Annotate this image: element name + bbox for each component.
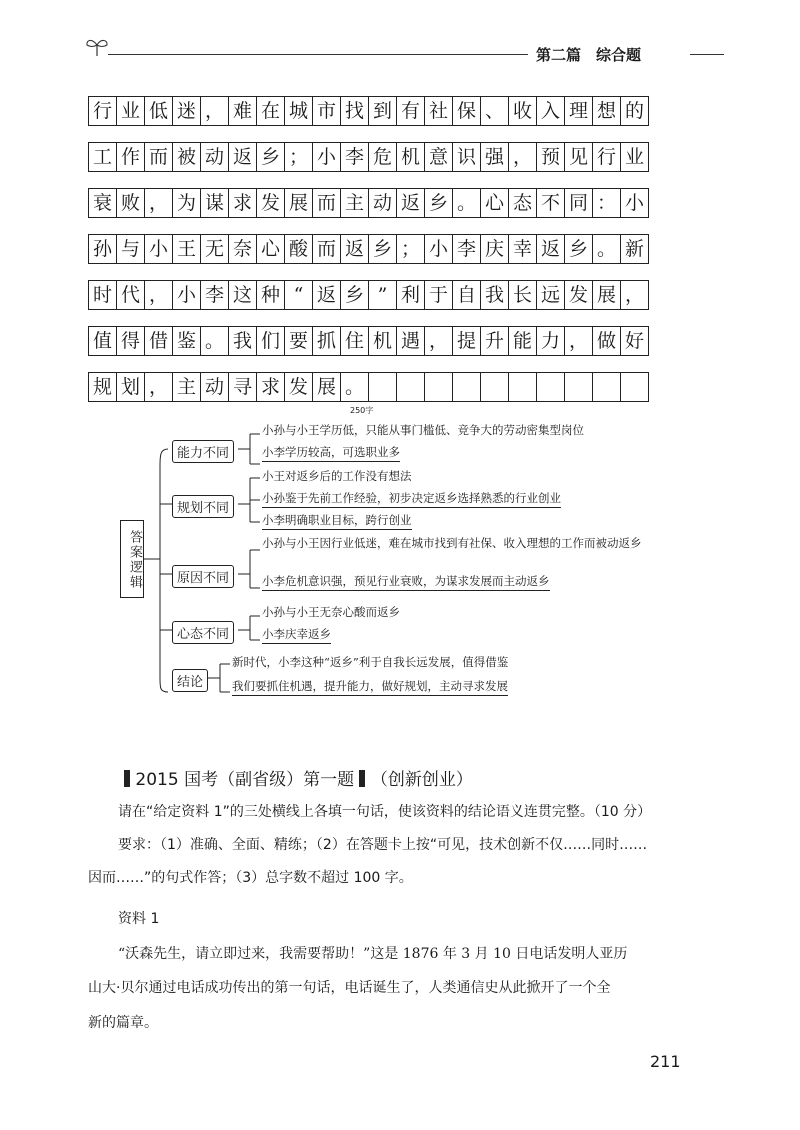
- grid-cell: 展: [593, 281, 621, 309]
- leaf-conclusion-2: 我们要抓住机遇，提升能力，做好规划，主动寻求发展: [232, 678, 508, 696]
- grid-cell: 乡: [257, 143, 285, 171]
- grid-cell: ，: [565, 327, 593, 355]
- grid-row: [88, 188, 649, 218]
- grid-cell: 自: [453, 281, 481, 309]
- answer-logic-mindmap: [110, 416, 670, 726]
- material-line-1: “沃森先生，请立即过来，我需要帮助！”这是 1876 年 3 月 10 日电话发明人亚历: [118, 946, 628, 962]
- grid-cell: [621, 373, 649, 401]
- leaf-planning-1: 小王对返乡后的工作没有想法: [262, 469, 412, 483]
- grid-cell: 机: [369, 327, 397, 355]
- grid-cell: 意: [425, 143, 453, 171]
- section-title-text: 2015 国考（副省级）第一题: [135, 770, 355, 790]
- grid-cell: 谋: [201, 189, 229, 217]
- grid-cell: 我: [481, 281, 509, 309]
- grid-cell: 李: [201, 281, 229, 309]
- grid-cell: ，: [509, 143, 537, 171]
- grid-cell: 做: [593, 327, 621, 355]
- grid-cell: ，: [145, 281, 173, 309]
- grid-cell: 李: [453, 235, 481, 263]
- leaf-conclusion-1: 新时代，小李这种“返乡”利于自我长远发展，值得借鉴: [232, 655, 509, 669]
- header-title: 第二篇 综合题: [536, 46, 642, 64]
- grid-cell: 收: [509, 97, 537, 125]
- grid-cell: 们: [257, 327, 285, 355]
- grid-cell: 我: [229, 327, 257, 355]
- grid-cell: 发: [257, 189, 285, 217]
- grid-cell: 提: [453, 327, 481, 355]
- branch-planning: 规划不同: [172, 495, 234, 518]
- grid-cell: 乡: [369, 235, 397, 263]
- branch-ability: 能力不同: [172, 440, 234, 463]
- grid-cell: 返: [397, 189, 425, 217]
- grid-cell: 小: [173, 281, 201, 309]
- grid-cell: 到: [369, 97, 397, 125]
- grid-row: [88, 372, 649, 402]
- grid-cell: 返: [341, 235, 369, 263]
- grid-cell: 社: [425, 97, 453, 125]
- grid-cell: 升: [481, 327, 509, 355]
- page-number: 211: [650, 1052, 681, 1071]
- grid-cell: 作: [117, 143, 145, 171]
- grid-cell: [537, 373, 565, 401]
- grid-row: [88, 234, 649, 264]
- section-title: [124, 765, 473, 790]
- grid-cell: 而: [313, 235, 341, 263]
- grid-cell: 好: [621, 327, 649, 355]
- grid-cell: 鉴: [173, 327, 201, 355]
- grid-cell: 市: [313, 97, 341, 125]
- grid-cell: 主: [173, 373, 201, 401]
- grid-cell: 乡: [425, 189, 453, 217]
- grid-cell: 幸: [509, 235, 537, 263]
- leaf-ability-2: 小李学历较高，可选职业多: [262, 444, 400, 462]
- branch-reason: 原因不同: [172, 565, 234, 588]
- grid-cell: 同: [565, 189, 593, 217]
- grid-cell: 返: [313, 281, 341, 309]
- grid-cell: 乡: [341, 281, 369, 309]
- grid-cell: 而: [313, 189, 341, 217]
- grid-cell: 动: [201, 373, 229, 401]
- grid-cell: 求: [229, 189, 257, 217]
- leaf-mindset-1: 小孙与小王无奈心酸而返乡: [262, 605, 400, 619]
- grid-cell: ；: [285, 143, 313, 171]
- grid-cell: 无: [201, 235, 229, 263]
- grid-cell: 保: [453, 97, 481, 125]
- header-rule-left: [108, 54, 528, 55]
- grid-cell: ；: [397, 235, 425, 263]
- grid-cell: 行: [89, 97, 117, 125]
- grid-cell: 返: [229, 143, 257, 171]
- grid-cell: 发: [565, 281, 593, 309]
- grid-cell: 得: [117, 327, 145, 355]
- mindmap-root: 答案逻辑: [120, 520, 144, 598]
- grid-cell: 遇: [397, 327, 425, 355]
- grid-cell: 小: [621, 189, 649, 217]
- grid-cell: ，: [145, 373, 173, 401]
- question-line-3: 因而……”的句式作答；（3）总字数不超过 100 字。: [88, 870, 413, 886]
- grid-cell: 被: [173, 143, 201, 171]
- grid-cell: 入: [537, 97, 565, 125]
- grid-cell: 与: [117, 235, 145, 263]
- grid-cell: [593, 373, 621, 401]
- grid-cell: 动: [201, 143, 229, 171]
- grid-cell: 乡: [565, 235, 593, 263]
- leaf-mindset-2: 小李庆幸返乡: [262, 626, 331, 644]
- grid-cell: 要: [285, 327, 313, 355]
- grid-cell: 危: [369, 143, 397, 171]
- grid-cell: 的: [621, 97, 649, 125]
- grid-cell: 找: [341, 97, 369, 125]
- leaf-icon: [84, 36, 110, 58]
- page-header: [84, 34, 724, 64]
- grid-cell: 主: [341, 189, 369, 217]
- grid-cell: [509, 373, 537, 401]
- grid-cell: 酸: [285, 235, 313, 263]
- grid-cell: 。: [593, 235, 621, 263]
- grid-cell: 庆: [481, 235, 509, 263]
- leaf-reason-2: 小李危机意识强，预见行业衰败，为谋求发展而主动返乡: [262, 573, 550, 591]
- grid-cell: 寻: [229, 373, 257, 401]
- material-line-3: 新的篇章。: [88, 1015, 158, 1031]
- grid-cell: 低: [145, 97, 173, 125]
- grid-cell: 展: [313, 373, 341, 401]
- grid-cell: 、: [481, 97, 509, 125]
- grid-cell: 住: [341, 327, 369, 355]
- grid-cell: 求: [257, 373, 285, 401]
- grid-row: [88, 142, 649, 172]
- leaf-ability-1: 小孙与小王学历低，只能从事门槛低、竞争大的劳动密集型岗位: [262, 423, 584, 437]
- grid-cell: 败: [117, 189, 145, 217]
- leaf-reason-1: 小孙与小王因行业低迷，难在城市找到有社保、收入理想的工作而被动返乡: [262, 536, 642, 550]
- section-tag: （创新创业）: [370, 770, 473, 790]
- grid-cell: 利: [397, 281, 425, 309]
- material-heading: 资料 1: [118, 911, 160, 927]
- grid-cell: 力: [537, 327, 565, 355]
- grid-cell: 时: [89, 281, 117, 309]
- grid-cell: 。: [341, 373, 369, 401]
- grid-cell: [397, 373, 425, 401]
- grid-cell: 划: [117, 373, 145, 401]
- grid-cell: 强: [481, 143, 509, 171]
- bar-icon: [124, 770, 130, 787]
- grid-row: [88, 280, 649, 310]
- grid-cell: 代: [117, 281, 145, 309]
- grid-cell: 业: [621, 143, 649, 171]
- grid-cell: ”: [369, 281, 397, 309]
- grid-cell: “: [285, 281, 313, 309]
- grid-cell: [425, 373, 453, 401]
- leaf-planning-3: 小李明确职业目标，跨行创业: [262, 512, 412, 530]
- grid-cell: 孙: [89, 235, 117, 263]
- grid-cell: 难: [229, 97, 257, 125]
- grid-cell: 在: [257, 97, 285, 125]
- branch-conclusion: 结论: [172, 669, 208, 692]
- grid-cell: 见: [565, 143, 593, 171]
- grid-cell: 心: [481, 189, 509, 217]
- grid-cell: 抓: [313, 327, 341, 355]
- grid-cell: 行: [593, 143, 621, 171]
- branch-mindset: 心态不同: [172, 621, 234, 644]
- grid-cell: 这: [229, 281, 257, 309]
- grid-cell: 业: [117, 97, 145, 125]
- grid-cell: 动: [369, 189, 397, 217]
- grid-cell: 展: [285, 189, 313, 217]
- grid-cell: 王: [173, 235, 201, 263]
- grid-cell: 小: [425, 235, 453, 263]
- grid-cell: 迷: [173, 97, 201, 125]
- grid-cell: [565, 373, 593, 401]
- bar-icon: [359, 770, 365, 787]
- grid-cell: 。: [201, 327, 229, 355]
- grid-cell: 城: [285, 97, 313, 125]
- grid-cell: 而: [145, 143, 173, 171]
- grid-cell: 小: [145, 235, 173, 263]
- grid-cell: 想: [593, 97, 621, 125]
- grid-cell: ：: [593, 189, 621, 217]
- material-line-2: 山大·贝尔通过电话成功传出的第一句话，电话诞生了，人类通信史从此掀开了一个全: [88, 980, 611, 996]
- grid-cell: 为: [173, 189, 201, 217]
- grid-cell: 心: [257, 235, 285, 263]
- grid-cell: ，: [201, 97, 229, 125]
- grid-cell: ，: [621, 281, 649, 309]
- grid-cell: 奈: [229, 235, 257, 263]
- grid-cell: 于: [425, 281, 453, 309]
- grid-cell: 有: [397, 97, 425, 125]
- grid-cell: 李: [341, 143, 369, 171]
- grid-cell: ，: [425, 327, 453, 355]
- header-rule-right: [690, 54, 724, 55]
- grid-cell: [369, 373, 397, 401]
- grid-cell: 返: [537, 235, 565, 263]
- grid-cell: 种: [257, 281, 285, 309]
- grid-cell: 预: [537, 143, 565, 171]
- grid-cell: 规: [89, 373, 117, 401]
- grid-cell: 衰: [89, 189, 117, 217]
- word-count-mark: 250字: [350, 406, 374, 415]
- grid-cell: 小: [313, 143, 341, 171]
- grid-cell: [453, 373, 481, 401]
- question-line-2: 要求：（1）准确、全面、精练；（2）在答题卡上按“可见，技术创新不仅……同时……: [118, 837, 648, 853]
- grid-cell: 机: [397, 143, 425, 171]
- grid-cell: 态: [509, 189, 537, 217]
- grid-cell: 不: [537, 189, 565, 217]
- leaf-planning-2: 小孙鉴于先前工作经验，初步决定返乡选择熟悉的行业创业: [262, 490, 561, 508]
- grid-cell: 长: [509, 281, 537, 309]
- grid-cell: 远: [537, 281, 565, 309]
- grid-cell: 能: [509, 327, 537, 355]
- grid-cell: 发: [285, 373, 313, 401]
- grid-cell: 识: [453, 143, 481, 171]
- grid-row: [88, 96, 649, 126]
- question-line-1: 请在“给定资料 1”的三处横线上各填一句话，使该资料的结论语义连贯完整。（10 分）: [118, 804, 652, 820]
- grid-cell: 新: [621, 235, 649, 263]
- grid-cell: 工: [89, 143, 117, 171]
- grid-cell: 。: [453, 189, 481, 217]
- grid-cell: 借: [145, 327, 173, 355]
- grid-cell: 值: [89, 327, 117, 355]
- grid-row: [88, 326, 649, 356]
- grid-cell: 理: [565, 97, 593, 125]
- grid-cell: [481, 373, 509, 401]
- grid-cell: ，: [145, 189, 173, 217]
